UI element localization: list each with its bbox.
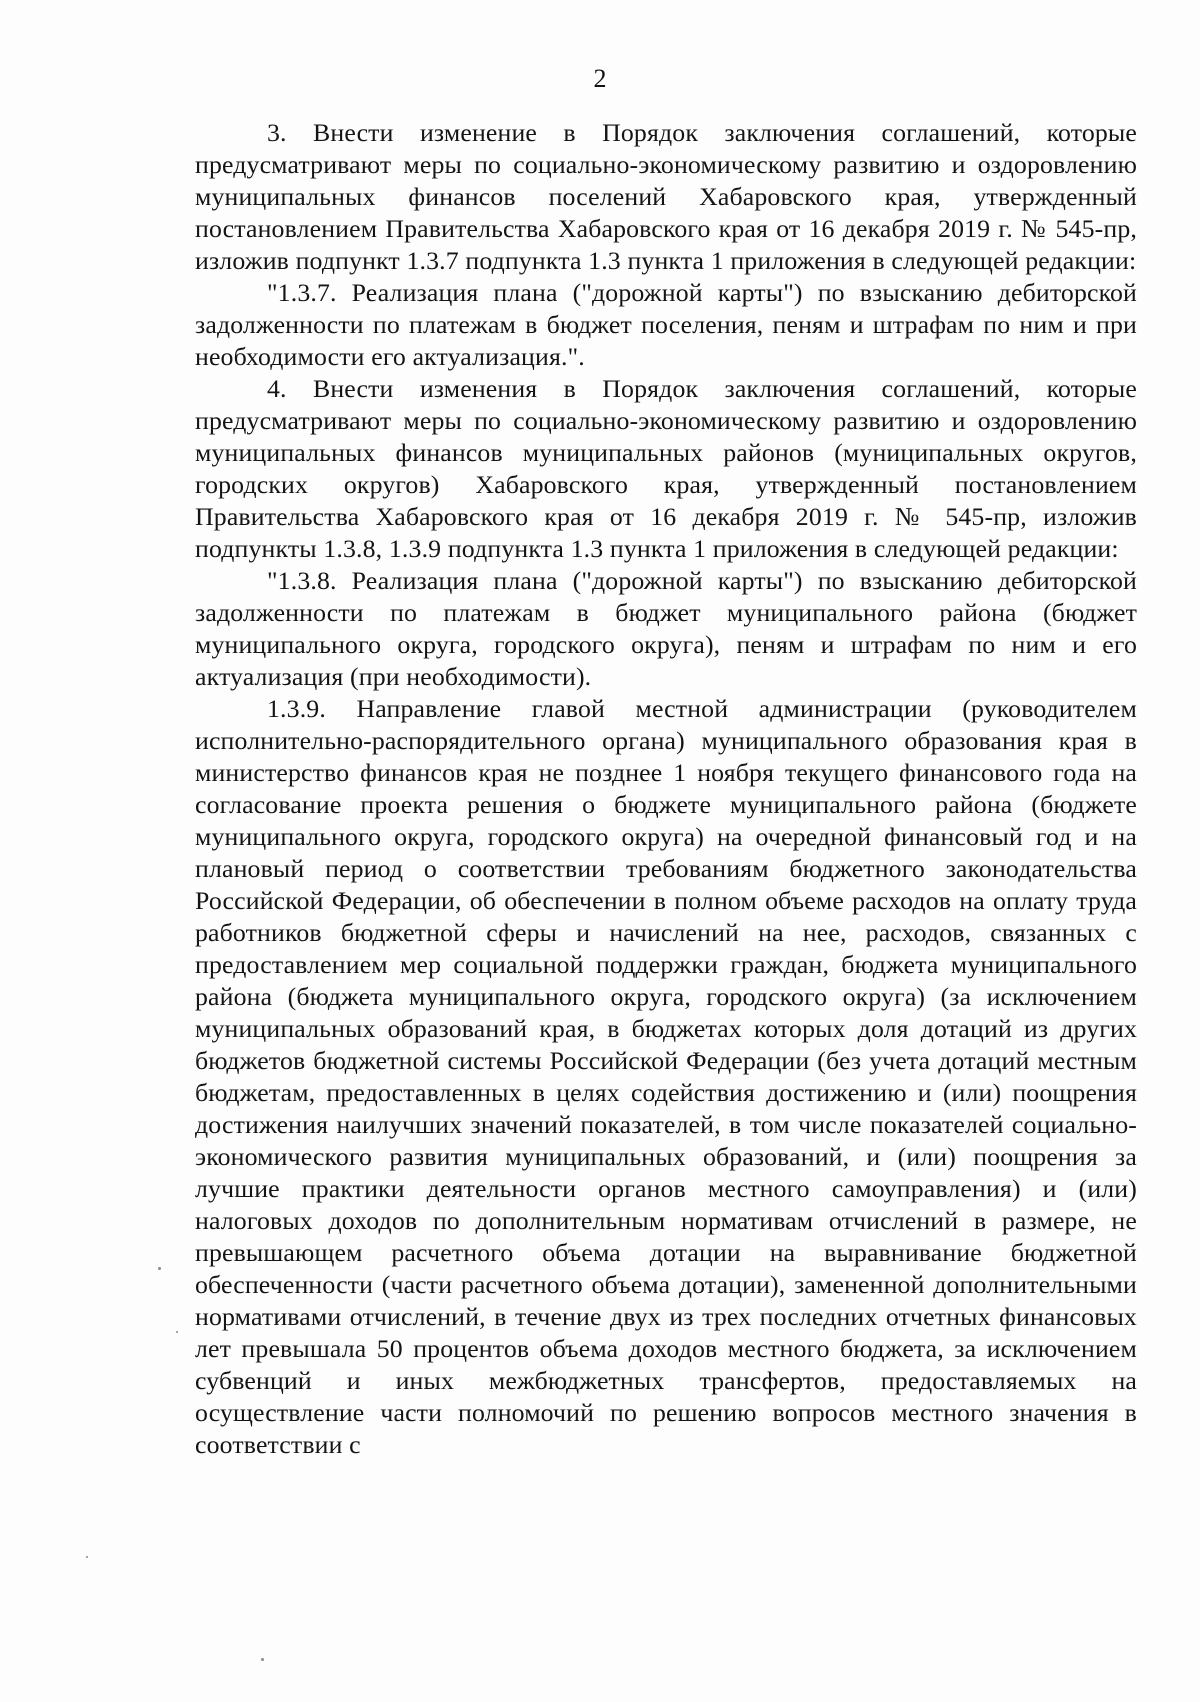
scan-speck	[176, 1331, 178, 1333]
document-body	[195, 117, 1137, 1461]
scan-speck	[86, 1556, 88, 1558]
paragraph-quote-1-3-7: "1.3.7. Реализация плана ("дорожной карты") по взысканию дебиторской задолженности по платежам в бюджет поселения, пеням и штрафам по ним и при необходимости его актуализация.".	[195, 278, 1137, 371]
scan-speck	[261, 1658, 264, 1661]
paragraph-item-4: 4. Внести изменения в Порядок заключения соглашений, которые предусматривают меры по социально-экономическому развитию и оздоровлению муниципальных финансов муниципальных районов (муниципальных округов, городских округов) Хабаровского края, утвержденный постановлением Правительства Хабаровского края от 16 декабря 2019 г. № 545-пр, изложив подпункты 1.3.8, 1.3.9 подпункта 1.3 пункта 1 приложения в следующей редакции:	[195, 374, 1137, 563]
page-number: 2	[593, 64, 607, 93]
paragraph-quote-1-3-8: "1.3.8. Реализация плана ("дорожной карты") по взысканию дебиторской задолженности по платежам в бюджет муниципального района (бюджет муниципального округа, городского округа), пеням и штрафам по ним и его актуализация (при необходимости).	[195, 566, 1137, 691]
scan-speck	[158, 1267, 161, 1270]
paragraph-1-3-9: 1.3.9. Направление главой местной администрации (руководителем исполнительно-распорядительного органа) муниципального образования края в министерство финансов края не позднее 1 ноября текущего финансового года на согласование проекта решения о бюджете муниципального района (бюджете муниципального округа, городского округа) на очередной финансовый год и на плановый период о соответствии требованиям бюджетного законодательства Российской Федерации, об обеспечении в полном объеме расходов на оплату труда работников бюджетной сферы и начислений на нее, расходов, связанных с предоставлением мер социальной поддержки граждан, бюджета муниципального района (бюджета муниципального округа, городского округа) (за исключением муниципальных образований края, в бюджетах которых доля дотаций из других бюджетов бюджетной системы Российской Федерации (без учета дотаций местным бюджетам, предоставленных в целях содействия достижению и (или) поощрения достижения наилучших значений показателей, в том числе показателей социально-экономического развития муниципальных образований, и (или) поощрения за лучшие практики деятельности органов местного самоуправления) и (или) налоговых доходов по дополнительным нормативам отчислений в размере, не превышающем расчетного объема дотации на выравнивание бюджетной обеспеченности (части расчетного объема дотации), замененной дополнительными нормативами отчислений, в течение двух из трех последних отчетных финансовых лет превышала 50 процентов объема доходов местного бюджета, за исключением субвенций и иных межбюджетных трансфертов, предоставляемых на осуществление части полномочий по решению вопросов местного значения в соответствии с	[195, 694, 1137, 1459]
paragraph-item-3: 3. Внести изменение в Порядок заключения соглашений, которые предусматривают меры по социально-экономическому развитию и оздоровлению муниципальных финансов поселений Хабаровского края, утвержденный постановлением Правительства Хабаровского края от 16 декабря 2019 г. № 545-пр, изложив подпункт 1.3.7 подпункта 1.3 пункта 1 приложения в следующей редакции:	[195, 118, 1137, 275]
